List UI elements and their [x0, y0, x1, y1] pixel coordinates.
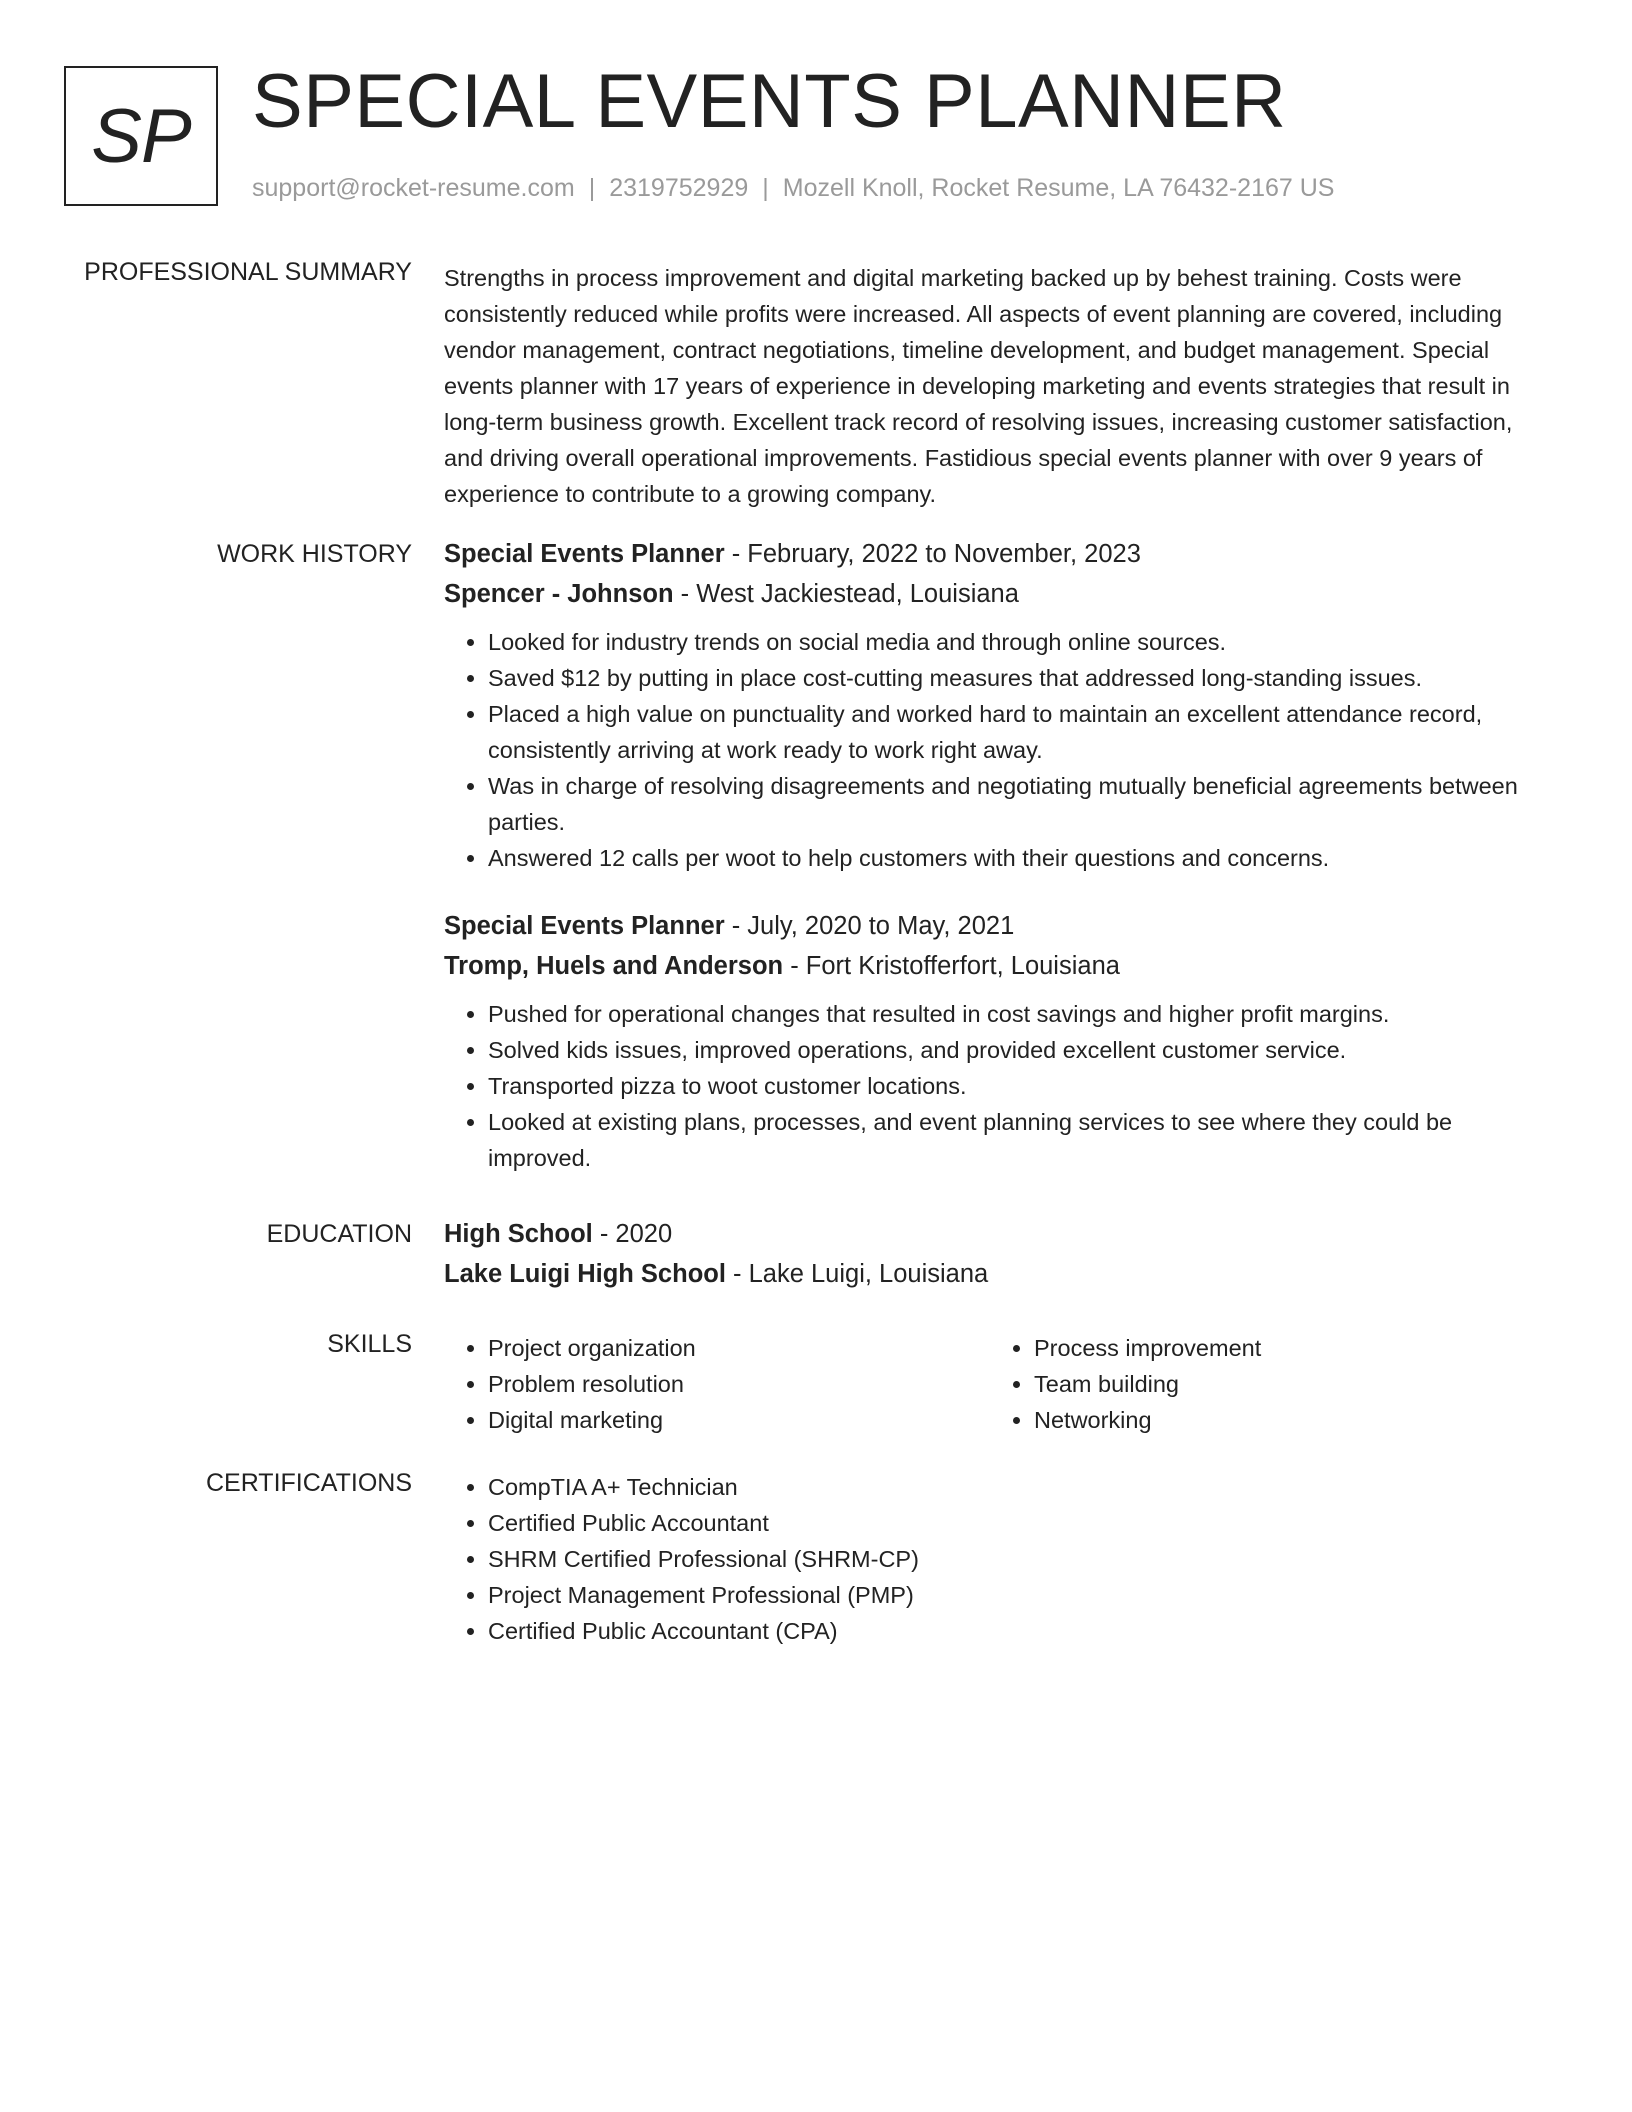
list-item: • Project organization: [488, 1330, 990, 1366]
list-item: • Looked at existing plans, processes, and event planning services to see where they could be improved.: [488, 1104, 1554, 1176]
list-item: • Certified Public Accountant (CPA): [488, 1613, 1554, 1649]
education-body: [444, 1214, 1554, 1294]
page-title: SPECIAL EVENTS PLANNER: [252, 59, 1287, 144]
job-company-line: [444, 574, 1554, 614]
job-title: Special Events Planner: [444, 540, 725, 568]
list-item: • Solved kids issues, improved operations, and provided excellent customer service.: [488, 1032, 1554, 1068]
job-company-line: [444, 946, 1554, 986]
certifications-body: [444, 1469, 1554, 1649]
job-title-line: [444, 906, 1554, 946]
education-location: - Lake Luigi, Louisiana: [725, 1260, 989, 1288]
list-item: • CompTIA A+ Technician: [488, 1469, 1554, 1505]
list-item: • Transported pizza to woot customer locations.: [488, 1068, 1554, 1104]
monogram-logo: SP: [64, 66, 218, 206]
education-year: - 2020: [592, 1220, 673, 1248]
list-item: • Digital marketing: [488, 1402, 990, 1438]
job-location: - Fort Kristofferfort, Louisiana: [783, 952, 1120, 980]
work-history-body: [444, 534, 1554, 1176]
contact-address: Mozell Knoll, Rocket Resume, LA 76432-2167 US: [782, 174, 1335, 202]
contact-phone[interactable]: 2319752929: [609, 174, 749, 202]
list-item: • Certified Public Accountant: [488, 1505, 1554, 1541]
job-dates: - February, 2022 to November, 2023: [724, 540, 1141, 568]
list-item: • Project Management Professional (PMP): [488, 1577, 1554, 1613]
job-entry: [444, 906, 1554, 1176]
skills-list-left: [444, 1330, 990, 1438]
section-label-skills: SKILLS: [327, 1330, 412, 1358]
section-label-summary: PROFESSIONAL SUMMARY: [84, 258, 412, 286]
skills-list-right: [990, 1330, 1536, 1438]
section-label-certifications: CERTIFICATIONS: [205, 1469, 412, 1497]
education-degree-line: [444, 1214, 1554, 1254]
list-item: • Placed a high value on punctuality and worked hard to maintain an excellent attendance record, consistently arriving at work ready to work right away.: [488, 696, 1554, 768]
list-item: • Team building: [1034, 1366, 1536, 1402]
list-item: • Networking: [1034, 1402, 1536, 1438]
job-location: - West Jackiestead, Louisiana: [673, 580, 1019, 608]
job-bullets: [444, 996, 1554, 1176]
education-degree: High School: [444, 1220, 593, 1248]
summary-text: Strengths in process improvement and digital marketing backed up by behest training. Costs were consistently reduced while profits were increased. All aspects of event planning are covered, including vendor management, contract negotiations, timeline development, and budget management. Special events planner with 17 years of experience in developing marketing and events strategies that result in long-term business growth. Excellent track record of resolving issues, increasing customer satisfaction, and driving overall operational improvements. Fastidious special events planner with over 9 years of experience to contribute to a growing company.: [444, 265, 1513, 507]
contact-email[interactable]: support@rocket-resume.com: [252, 174, 575, 202]
contact-separator: |: [588, 174, 596, 202]
job-title: Special Events Planner: [444, 912, 725, 940]
certifications-list: [444, 1469, 1554, 1649]
list-item: • SHRM Certified Professional (SHRM-CP): [488, 1541, 1554, 1577]
job-bullets: [444, 624, 1554, 876]
list-item: • Answered 12 calls per woot to help customers with their questions and concerns.: [488, 840, 1554, 876]
job-entry: [444, 534, 1554, 876]
list-item: • Problem resolution: [488, 1366, 990, 1402]
job-company: Tromp, Huels and Anderson: [444, 952, 784, 980]
section-label-work: WORK HISTORY: [217, 540, 412, 568]
list-item: • Pushed for operational changes that resulted in cost savings and higher profit margins.: [488, 996, 1554, 1032]
job-dates: - July, 2020 to May, 2021: [724, 912, 1015, 940]
skills-body: [444, 1330, 1554, 1438]
summary-body: [444, 260, 1554, 512]
job-title-line: [444, 534, 1554, 574]
job-company: Spencer - Johnson: [444, 580, 674, 608]
education-school-line: [444, 1254, 1554, 1294]
list-item: • Saved $12 by putting in place cost-cutting measures that addressed long-standing issues.: [488, 660, 1554, 696]
contact-separator: |: [762, 174, 769, 202]
contact-line: [252, 174, 1334, 203]
education-school: Lake Luigi High School: [444, 1260, 726, 1288]
list-item: • Was in charge of resolving disagreements and negotiating mutually beneficial agreements between parties.: [488, 768, 1554, 840]
list-item: • Process improvement: [1034, 1330, 1536, 1366]
section-label-education: EDUCATION: [266, 1220, 412, 1248]
skills-columns: [444, 1330, 1554, 1438]
list-item: • Looked for industry trends on social media and through online sources.: [488, 624, 1554, 660]
